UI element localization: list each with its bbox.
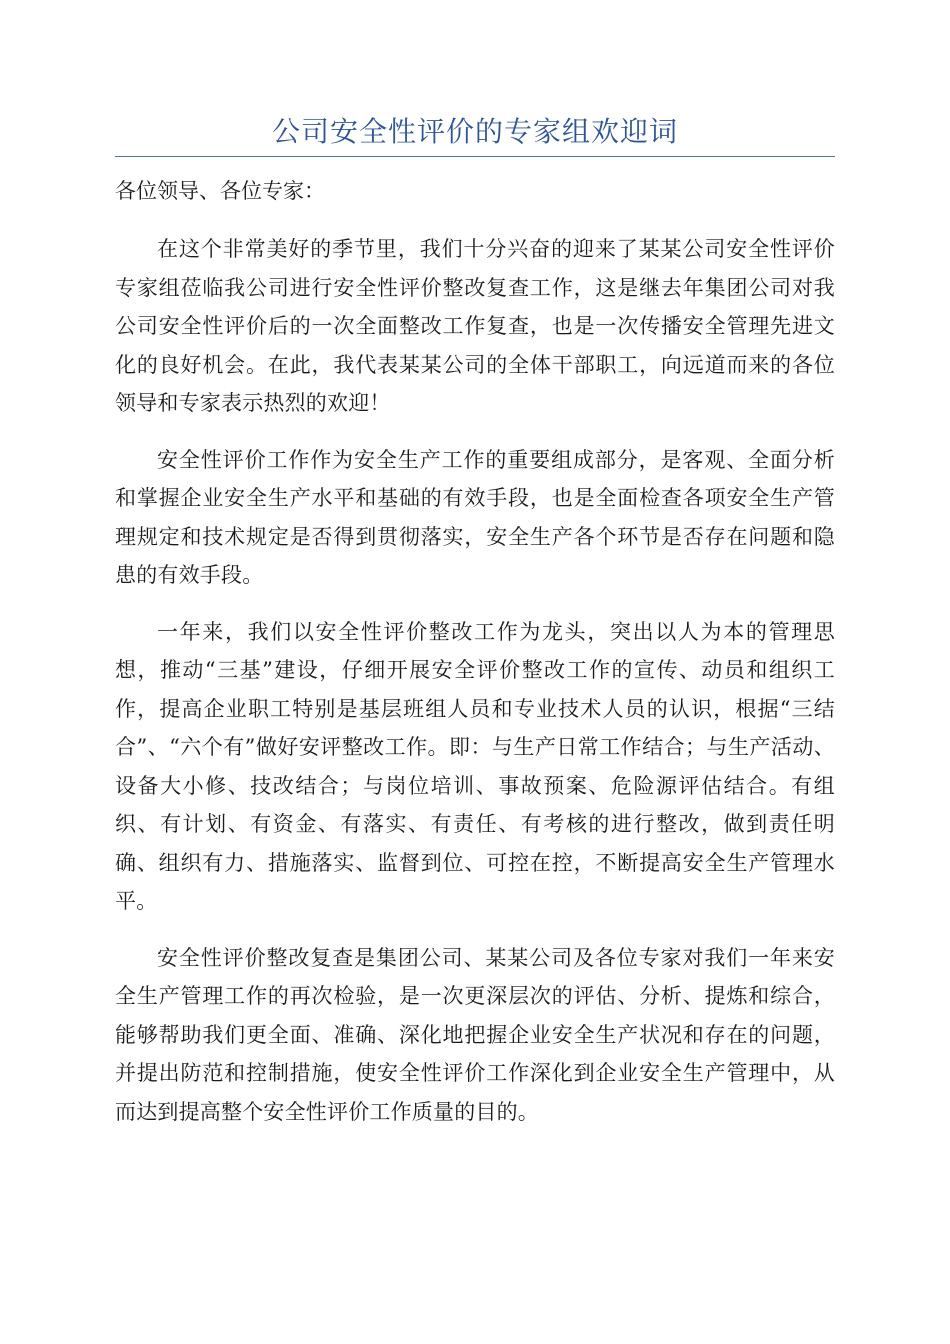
paragraph-year-review: 一年来，我们以安全性评价整改工作为龙头，突出以人为本的管理思想，推动“三基”建设，仔细开展安全评价整改工作的宣传、动员和组织工作，提高企业职工特别是基层班组人员和专业技术人员的认识，根据“三结合”、“六个有”做好安评整改工作。即：与生产日常工作结合；与生产活动、设备大小修、技改结合；与岗位培训、事故预案、危险源评估结合。有组织、有计划、有资金、有落实、有责任、有考核的进行整改，做到责任明确、组织有力、措施落实、监督到位、可控在控，不断提高安全生产管理水平。 — [115, 619, 835, 913]
document-body — [115, 172, 835, 1149]
title-block — [115, 112, 835, 157]
salutation: 各位领导、各位专家： — [115, 179, 325, 203]
paragraph-welcome: 在这个非常美好的季节里，我们十分兴奋的迎来了某某公司安全性评价专家组莅临我公司进行安全性评价整改复查工作，这是继去年集团公司对我公司安全性评价后的一次全面整改工作复查，也是一次传播安全管理先进文化的良好机会。在此，我代表某某公司的全体干部职工，向远道而来的各位领导和专家表示热烈的欢迎！ — [115, 237, 835, 415]
document-title: 公司安全性评价的专家组欢迎词 — [271, 115, 678, 148]
paragraph-review-purpose: 安全性评价整改复查是集团公司、某某公司及各位专家对我们一年来安全生产管理工作的再次检验，是一次更深层次的评估、分析、提炼和综合，能够帮助我们更全面、准确、深化地把握企业安全生产状况和存在的问题，并提出防范和控制措施，使安全性评价工作深化到企业安全生产管理中，从而达到提高整个安全性评价工作质量的目的。 — [115, 945, 835, 1124]
paragraph-evaluation-importance: 安全性评价工作作为安全生产工作的重要组成部分，是客观、全面分析和掌握企业安全生产水平和基础的有效手段，也是全面检查各项安全生产管理规定和技术规定是否得到贯彻落实，安全生产各个环节是否存在问题和隐患的有效手段。 — [115, 447, 835, 587]
